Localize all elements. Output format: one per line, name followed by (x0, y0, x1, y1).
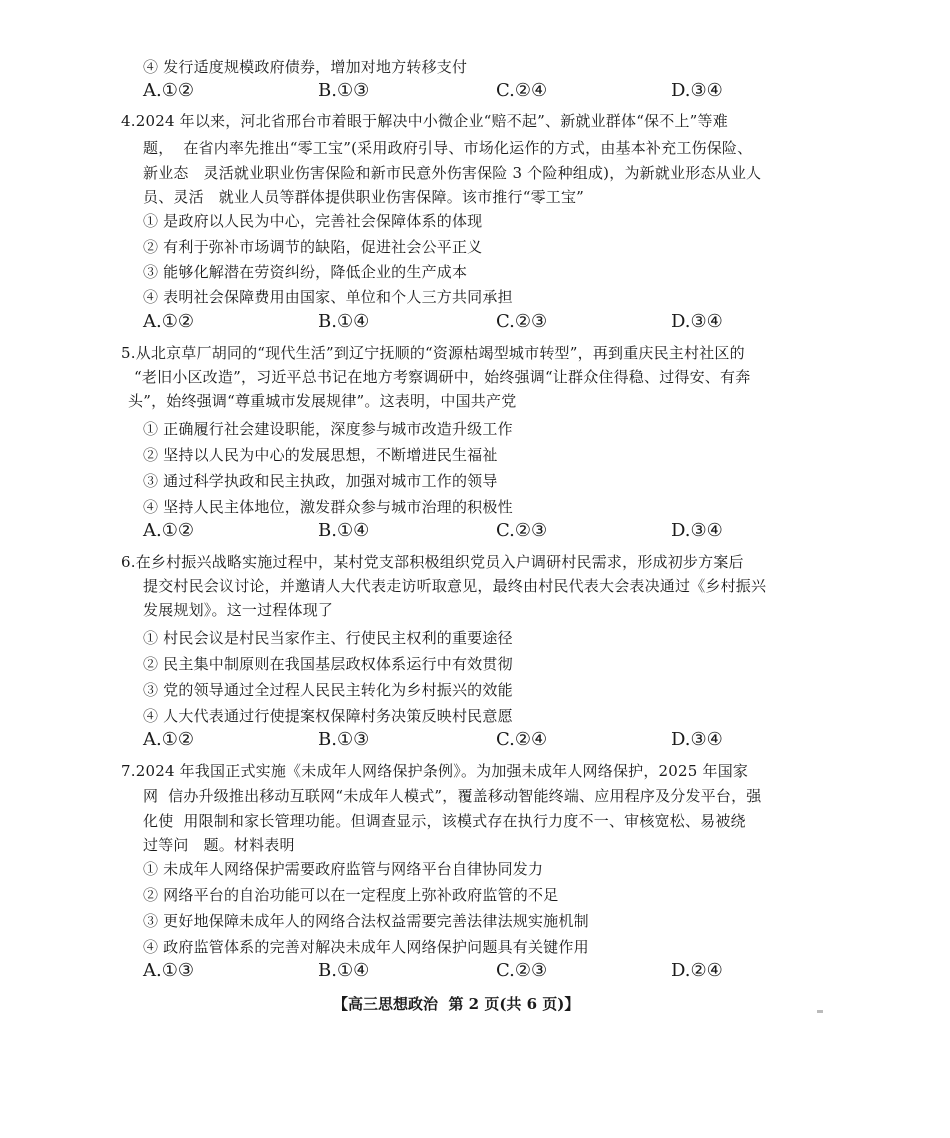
q4-stem-line: 员、灵活 就业人员等群体提供职业伤害保障。该市推行“零工宝” (143, 188, 585, 206)
q7-stem-line: 化使 用限制和家长管理功能。但调查显示，该模式存在执行力度不一、审核宽松、易被绕 (143, 812, 746, 830)
q7-option-b: B.①④ (318, 960, 370, 981)
q6-statement: ③ 党的领导通过全过程人民民主转化为乡村振兴的效能 (143, 681, 513, 699)
q6-option-d: D.③④ (671, 729, 723, 750)
q4-option-a: A.①② (143, 311, 194, 332)
q4-option-d: D.③④ (671, 311, 723, 332)
q3-option-a: A.①② (143, 80, 194, 101)
q5-option-b: B.①④ (318, 520, 370, 541)
q7-statement: ③ 更好地保障未成年人的网络合法权益需要完善法律法规实施机制 (143, 912, 589, 930)
q6-option-b: B.①③ (318, 729, 370, 750)
q5-stem-line: 头”，始终强调“尊重城市发展规律”。这表明，中国共产党 (128, 392, 517, 410)
q5-statement: ① 正确履行社会建设职能，深度参与城市改造升级工作 (143, 420, 513, 438)
q6-stem-line: 6.在乡村振兴战略实施过程中，某村党支部积极组织党员入户调研村民需求，形成初步方案后 (121, 553, 744, 571)
q7-statement: ② 网络平台的自治功能可以在一定程度上弥补政府监管的不足 (143, 886, 559, 904)
q5-stem-line: “老旧小区改造”，习近平总书记在地方考察调研中，始终强调“让群众住得稳、过得安、有奔 (134, 368, 751, 386)
q5-stem-line: 5.从北京草厂胡同的“现代生活”到辽宁抚顺的“资源枯竭型城市转型”，再到重庆民主村社区的 (121, 344, 745, 362)
q5-statement: ③ 通过科学执政和民主执政，加强对城市工作的领导 (143, 472, 498, 490)
q4-statement: ① 是政府以人民为中心，完善社会保障体系的体现 (143, 212, 483, 230)
q4-option-b: B.①④ (318, 311, 370, 332)
q7-stem-line: 7.2024 年我国正式实施《未成年人网络保护条例》。为加强未成年人网络保护，2025 年国家 (121, 762, 749, 780)
q4-statement: ② 有利于弥补市场调节的缺陷，促进社会公平正义 (143, 238, 483, 256)
q5-statement: ② 坚持以人民为中心的发展思想，不断增进民生福祉 (143, 446, 498, 464)
q6-statement: ④ 人大代表通过行使提案权保障村务决策反映村民意愿 (143, 707, 513, 725)
q7-statement: ① 未成年人网络保护需要政府监管与网络平台自律协同发力 (143, 860, 544, 878)
q7-option-a: A.①③ (143, 960, 194, 981)
q4-stem-line: 新业态 灵活就业职业伤害保险和新市民意外伤害保险 3 个险种组成)，为新就业形态从业人 (143, 164, 762, 182)
q6-stem-line: 提交村民会议讨论，并邀请人大代表走访听取意见，最终由村民代表大会表决通过《乡村振兴 (143, 577, 767, 595)
q5-option-a: A.①② (143, 520, 194, 541)
q3-statement-4: ④ 发行适度规模政府债券，增加对地方转移支付 (143, 58, 468, 76)
q5-statement: ④ 坚持人民主体地位，激发群众参与城市治理的积极性 (143, 498, 513, 516)
q4-option-c: C.②③ (496, 311, 548, 332)
q5-option-c: C.②③ (496, 520, 548, 541)
q6-statement: ① 村民会议是村民当家作主、行使民主权利的重要途径 (143, 629, 513, 647)
q6-stem-line: 发展规划》。这一过程体现了 (143, 601, 334, 619)
q7-stem-line: 过等问 题。材料表明 (143, 836, 295, 854)
q3-option-b: B.①③ (318, 80, 370, 101)
q6-statement: ② 民主集中制原则在我国基层政权体系运行中有效贯彻 (143, 655, 513, 673)
q7-option-c: C.②③ (496, 960, 548, 981)
q4-statement: ④ 表明社会保障费用由国家、单位和个人三方共同承担 (143, 288, 513, 306)
scan-mark (817, 1010, 823, 1013)
q5-option-d: D.③④ (671, 520, 723, 541)
q7-statement: ④ 政府监管体系的完善对解决未成年人网络保护问题具有关键作用 (143, 938, 589, 956)
q6-option-c: C.②④ (496, 729, 548, 750)
q4-statement: ③ 能够化解潜在劳资纠纷，降低企业的生产成本 (143, 263, 468, 281)
q4-stem-line: 题， 在省内率先推出“零工宝”(采用政府引导、市场化运作的方式，由基本补充工伤保险、 (143, 139, 753, 157)
q7-stem-line: 网 信办升级推出移动互联网“未成年人模式”，覆盖移动智能终端、应用程序及分发平台，强 (143, 787, 762, 805)
q3-option-c: C.②④ (496, 80, 548, 101)
q4-stem-line: 4.2024 年以来，河北省邢台市着眼于解决中小微企业“赔不起”、新就业群体“保不上”等难 (121, 112, 728, 130)
q6-option-a: A.①② (143, 729, 194, 750)
q7-option-d: D.②④ (671, 960, 723, 981)
q3-option-d: D.③④ (671, 80, 723, 101)
page-footer: 【高三思想政治 第 2 页(共 6 页)】 (333, 995, 580, 1013)
